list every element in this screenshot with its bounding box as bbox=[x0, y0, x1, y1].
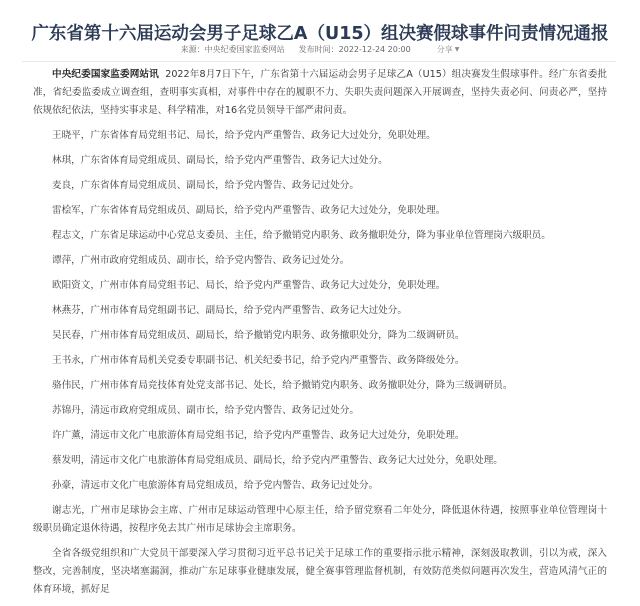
article-body bbox=[33, 66, 607, 606]
accountability-item: 程志文，广东省足球运动中心党总支委员、主任，给予撤销党内职务、政务撤职处分，降为事业单位管理岗六级职员。 bbox=[52, 230, 551, 241]
accountability-item: 蔡发明，清远市文化广电旅游体育局党组成员、副局长，给予党内严重警告、政务记大过处分，免职处理。 bbox=[52, 455, 503, 466]
accountability-item: 王书永，广州市体育局机关党委专职副书记、机关纪委书记，给予党内严重警告、政务降级处分。 bbox=[52, 355, 465, 366]
accountability-item: 苏锦丹，清远市政府党组成员、副市长，给予党内警告、政务记过处分。 bbox=[52, 405, 359, 416]
closing-paragraph: 全省各级党组织和广大党员干部要深入学习贯彻习近平总书记关于足球工作的重要指示批示精神，深刻汲取教训，引以为戒，深入整改，完善制度，坚决堵塞漏洞，推动广东足球事业健康发展，健全赛事管理监督机制，有效防范类似问题再次发生，营造风清气正的体育环境，抓好足 bbox=[33, 548, 607, 595]
lead-paragraph bbox=[33, 66, 607, 120]
accountability-item: 谭萍，广州市政府党组成员、副市长，给予党内警告、政务记过处分。 bbox=[52, 255, 350, 266]
accountability-item: 许广薰，清远市文化广电旅游体育局党组书记，给予党内严重警告、政务记大过处分，免职处理。 bbox=[52, 430, 465, 441]
lead-text: 2022年8月7日下午，广东省第十六届运动会男子足球乙A（U15）组决赛发生假球事件。经广东省委批准，省纪委监委成立调查组，查明事实真相，对事件中存在的履职不力、失职失责问题深入开展调查，坚持失责必问、问责必严，坚持依规依纪依法，坚持实事求是、科学精准，对16名党员领导干部严肃问责。 bbox=[33, 69, 607, 116]
xie-paragraph: 谢志光，广州市足球协会主席、广州市足球运动管理中心原主任，给予留党察看二年处分，降低退休待遇，按照事业单位管理岗十级职员确定退休待遇，按程序免去其广州市足球协会主席职务。 bbox=[33, 505, 607, 534]
publish-time: 发布时间：2022-12-24 20:00 bbox=[298, 45, 411, 54]
lead-source: 中央纪委国家监委网站讯 bbox=[52, 69, 159, 80]
chevron-down-icon: ▼ bbox=[454, 46, 460, 53]
accountability-item: 吴民春，广州市体育局党组成员、副局长，给予撤销党内职务、政务撤职处分，降为二级调研员。 bbox=[52, 330, 465, 341]
article-meta bbox=[0, 44, 640, 56]
accountability-item: 林琪，广东省体育局党组成员、副局长，给予党内严重警告、政务记大过处分。 bbox=[52, 155, 388, 166]
accountability-item: 雷桧军，广东省体育局党组成员、副局长，给予党内严重警告、政务记大过处分，免职处理。 bbox=[52, 205, 446, 216]
share-button[interactable] bbox=[437, 45, 460, 54]
accountability-item: 骆伟民，广州市体育局竞技体育处党支部书记、处长，给予撤销党内职务、政务撤职处分，降为三级调研员。 bbox=[52, 380, 513, 391]
accountability-item: 欧阳资文，广州市体育局党组书记、局长，给予党内严重警告、政务记大过处分，免职处理。 bbox=[52, 280, 446, 291]
share-label: 分享 bbox=[436, 45, 453, 54]
accountability-item: 王晓平，广东省体育局党组书记、局长，给予党内严重警告、政务记大过处分，免职处理。 bbox=[52, 130, 436, 141]
article-title: 广东省第十六届运动会男子足球乙A（U15）组决赛假球事件问责情况通报 bbox=[31, 23, 609, 44]
accountability-item: 林燕芬，广州市体育局党组副书记、副局长，给予党内严重警告、政务记大过处分。 bbox=[52, 305, 407, 316]
accountability-item: 麦良，广东省体育局党组成员、副局长，给予党内警告、政务记过处分。 bbox=[52, 180, 359, 191]
source-label: 来源：中央纪委国家监委网站 bbox=[180, 45, 285, 54]
accountability-item: 孙豪，清远市文化广电旅游体育局党组成员，给予党内警告、政务记过处分。 bbox=[52, 480, 379, 491]
header-divider bbox=[22, 61, 616, 62]
